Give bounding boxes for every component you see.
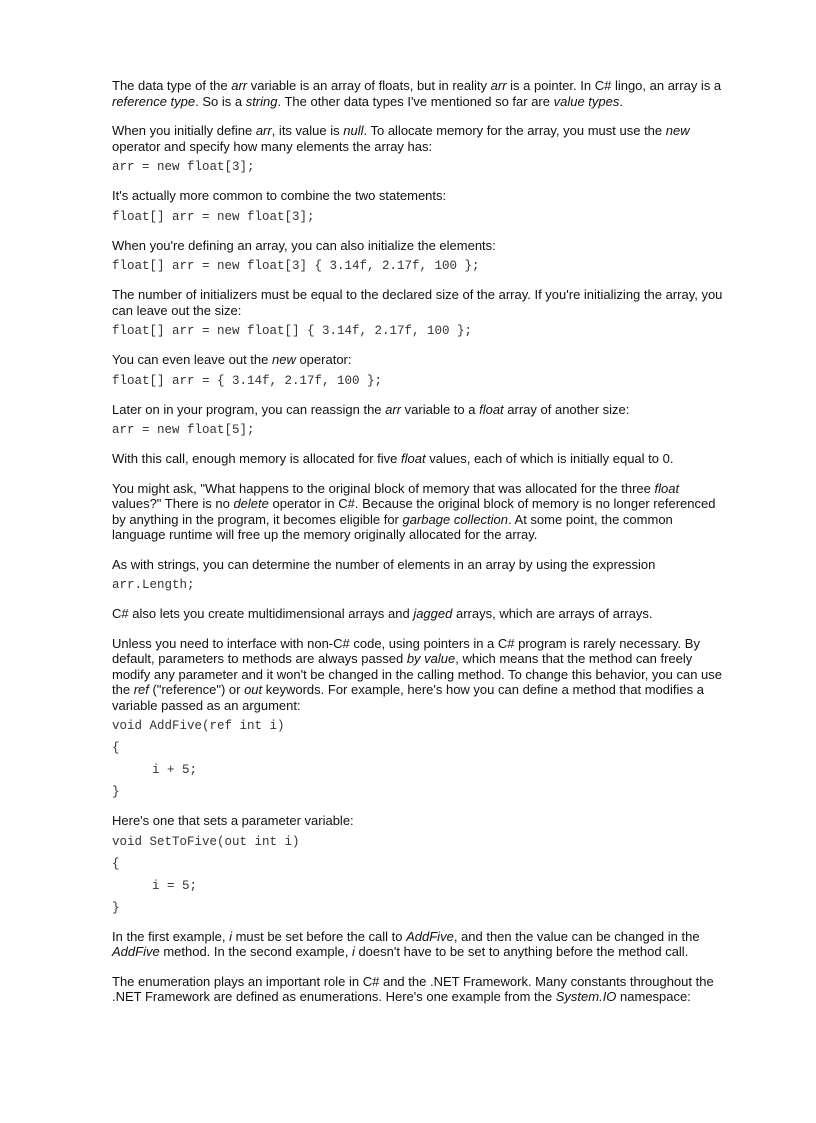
code-line: i = 5;	[152, 878, 198, 893]
paragraph-sets-parameter: Here's one that sets a parameter variable:	[112, 813, 354, 828]
paragraph-allocate-memory: When you initially define arr, its value is null. To allocate memory for the array, you must use the new operator and specify how many elements the array has:	[112, 123, 690, 154]
paragraph-enumeration: The enumeration plays an important role in C# and the .NET Framework. Many constants throughout the .NET Framework are defined as enumerations. Here's one example from the System.IO namespace:	[112, 973, 714, 1004]
code-line: void SetToFive(out int i)	[112, 834, 300, 849]
paragraph-leave-out-new: You can even leave out the new operator:	[112, 352, 352, 367]
paragraph-reference-types: The data type of the arr variable is an array of floats, but in reality arr is a pointer. In C# lingo, an array is a reference type. So is a string. The other data types I've mentioned so far are value types.	[112, 78, 722, 109]
paragraph-first-example: In the first example, i must be set before the call to AddFive, and then the value can be changed in the AddFive method. In the second example, i doesn't have to be set to anything before the method call.	[112, 928, 700, 959]
document-page	[112, 78, 724, 1005]
paragraph-combine-statements: It's actually more common to combine the two statements:	[112, 188, 447, 203]
code-snippet-1: arr = new float[3];	[112, 160, 255, 174]
code-snippet-4: float[] arr = new float[] { 3.14f, 2.17f, 100 };	[112, 324, 473, 338]
paragraph-five-floats: With this call, enough memory is allocated for five float values, each of which is initially equal to 0.	[112, 451, 674, 466]
paragraph-initialize-elements: When you're defining an array, you can also initialize the elements:	[112, 237, 496, 253]
code-line: void AddFive(ref int i)	[112, 719, 285, 733]
code-block-settofive	[112, 835, 724, 916]
code-snippet-6: arr = new float[5];	[112, 423, 255, 437]
code-line: }	[112, 900, 120, 915]
code-line: i + 5;	[152, 763, 198, 777]
code-snippet-2: float[] arr = new float[3];	[112, 209, 315, 224]
code-block-addfive	[112, 719, 724, 800]
paragraph-initializers: The number of initializers must be equal to the declared size of the array. If you're initializing the array, you can leave out the size:	[112, 287, 723, 318]
paragraph-pass-by-value: Unless you need to interface with non-C# code, using pointers in a C# program is rarely necessary. By default, parameters to methods are always passed by value, which means that the method can freely modify any parameter and it won't be changed in the calling method. To change this behavior, you can use the ref ("reference") or out keywords. For example, here's how you can define a method that modifies a variable passed as an argument:	[112, 635, 723, 713]
code-line: {	[112, 856, 120, 871]
code-snippet-3: float[] arr = new float[3] { 3.14f, 2.17f, 100 };	[112, 259, 480, 273]
paragraph-garbage-collection: You might ask, "What happens to the original block of memory that was allocated for the three float values?" There is no delete operator in C#. Because the original block of memory is no longer referenced by anything in the program, it becomes eligible for garbage collection. At some point, the common language runtime will free up the memory originally allocated for the array.	[112, 480, 716, 542]
paragraph-reassign: Later on in your program, you can reassign the arr variable to a float array of another size:	[112, 401, 630, 417]
paragraph-array-length: As with strings, you can determine the number of elements in an array by using the expression	[112, 556, 656, 572]
code-snippet-5: float[] arr = { 3.14f, 2.17f, 100 };	[112, 373, 383, 388]
code-snippet-7: arr.Length;	[112, 578, 195, 592]
paragraph-jagged-arrays: C# also lets you create multidimensional arrays and jagged arrays, which are arrays of arrays.	[112, 606, 653, 621]
code-line: {	[112, 741, 120, 755]
code-line: }	[112, 785, 120, 799]
